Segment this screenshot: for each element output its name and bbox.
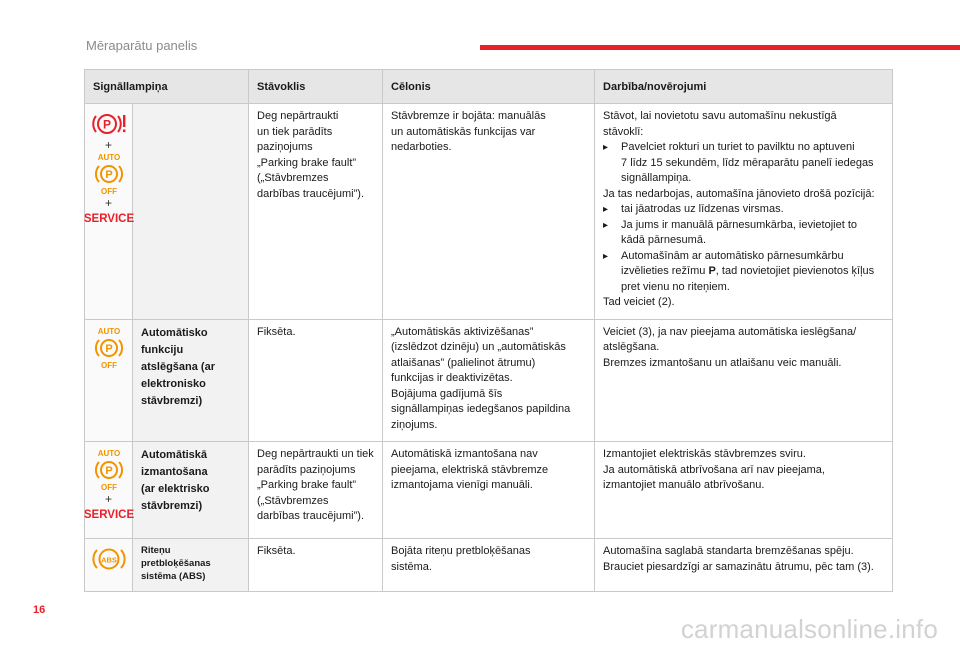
plus-sign: + <box>104 138 112 152</box>
table-header-row <box>85 70 893 104</box>
service-icon <box>83 210 134 225</box>
col-header-action: Darbība/novērojumi <box>595 70 893 104</box>
state-cell: Deg nepārtraukti un tiek parādīts paziņojums „Parking brake fault” („Stāvbremzes darbības traucējumi”). <box>249 104 383 320</box>
svg-text:P: P <box>102 117 111 132</box>
action-outro: Tad veiciet (2). <box>603 296 675 308</box>
abs-icon <box>91 545 127 573</box>
lamp-name-cell: Automātisko funkciju atslēgšana (ar elektronisko stāvbremzi) <box>133 319 249 442</box>
lamp-name-cell: Automātiskā izmantošana (ar elektrisko stāvbremzi) <box>133 442 249 539</box>
col-header-lamp: Signāllampiņa <box>85 70 249 104</box>
state-cell: Fiksēta. <box>249 539 383 592</box>
list-item: ▸ tai jāatrodas uz līdzenas virsmas. <box>603 202 884 218</box>
list-item: ▸ Ja jums ir manuālā pārnesumkārba, ievietojiet to kādā pārnesumā. <box>603 218 884 249</box>
col-header-cause: Cēlonis <box>383 70 595 104</box>
list-item: ▸ Automašīnām ar automātisko pārnesumkārbu izvēlieties režīmu P, tad novietojiet pievienotos ķīļus pret vienu no riteņiem. <box>603 249 884 296</box>
auto-off-parking-icon <box>91 152 127 196</box>
svg-text:P: P <box>104 169 113 181</box>
parking-brake-warning-icon <box>90 110 128 138</box>
cause-cell: Bojāta riteņu pretbloķēšanas sistēma. <box>383 539 595 592</box>
state-cell: Fiksēta. <box>249 319 383 442</box>
table-row <box>85 104 893 320</box>
list-item: ▸ Pavelciet rokturi un turiet to pavilktu no aptuveni 7 līdz 15 sekundēm, līdz mēraparātu panelī iedegas signāllampiņa. <box>603 140 884 187</box>
svg-text:OFF: OFF <box>100 360 117 370</box>
plus-sign: + <box>104 492 112 506</box>
lamp-name-cell: Riteņu pretbloķēšanas sistēma (ABS) <box>133 539 249 592</box>
action-cell: Automašīna saglabā standarta bremzēšanas spēju. Brauciet piesardzīgi ar samazinātu ātrumu, pēc tam (3). <box>595 539 893 592</box>
svg-text:SERVICE: SERVICE <box>83 509 134 521</box>
bullet-icon: ▸ <box>603 142 609 153</box>
svg-text:AUTO: AUTO <box>97 326 120 336</box>
lamp-icons-cell <box>85 442 133 539</box>
auto-off-parking-icon <box>91 448 127 492</box>
bullet-icon: ▸ <box>603 219 609 231</box>
watermark: carmanualsonline.info <box>680 614 938 644</box>
lamp-icons-cell <box>85 539 133 592</box>
service-icon <box>83 506 134 521</box>
action-intro: Stāvot, lai novietotu savu automašīnu nekustīgā stāvoklī: <box>603 110 837 138</box>
cause-cell: Automātiskā izmantošana nav pieejama, elektriskā stāvbremze izmantojama vienīgi manuāli. <box>383 442 595 539</box>
svg-text:P: P <box>104 465 113 477</box>
bullet-icon: ▸ <box>603 204 609 215</box>
svg-text:ABS: ABS <box>100 555 117 565</box>
action-cell: Veiciet (3), ja nav pieejama automātiska ieslēgšana/ atslēgšana. Bremzes izmantošanu un atlaišanu veic manuāli. <box>595 319 893 442</box>
cause-cell: „Automātiskās aktivizēšanas” (izslēdzot dzinēju) un „automātiskās atlaišanas” (palielinot ātrumu) funkcijas ir deaktivizētas. Bojājuma gadījumā šīs signāllampiņas iedegšanos papildina ziņojums. <box>383 319 595 442</box>
page-number: 16 <box>33 604 46 616</box>
lamp-icons-cell <box>85 319 133 442</box>
auto-off-parking-icon <box>91 326 127 370</box>
svg-text:SERVICE: SERVICE <box>83 213 134 225</box>
lamp-icons-cell <box>85 104 133 320</box>
cause-cell: Stāvbremze ir bojāta: manuālās un automātiskās funkcijas var nedarboties. <box>383 104 595 320</box>
svg-text:AUTO: AUTO <box>97 449 120 458</box>
header-accent-bar <box>480 45 960 50</box>
lamp-name-cell <box>133 104 249 320</box>
warning-lamps-table <box>84 69 893 592</box>
section-title: Mēraparātu panelis <box>86 38 198 53</box>
col-header-state: Stāvoklis <box>249 70 383 104</box>
svg-text:AUTO: AUTO <box>97 153 120 162</box>
table-row <box>85 442 893 539</box>
action-cell: Izmantojiet elektriskās stāvbremzes sviru. Ja automātiskā atbrīvošana arī nav pieejama, izmantojiet manuālo atbrīvošanu. <box>595 442 893 539</box>
svg-text:OFF: OFF <box>100 483 117 492</box>
action-cell <box>595 104 893 320</box>
svg-text:P: P <box>104 342 113 355</box>
table-row <box>85 319 893 442</box>
svg-text:OFF: OFF <box>100 187 117 196</box>
bullet-icon: ▸ <box>603 250 609 262</box>
state-cell: Deg nepārtraukti un tiek parādīts paziņojums „Parking brake fault” („Stāvbremzes darbības traucējumi”). <box>249 442 383 539</box>
plus-sign: + <box>104 196 112 210</box>
table-row <box>85 539 893 592</box>
action-mid: Ja tas nedarbojas, automašīna jānovieto drošā pozīcijā: <box>603 187 875 200</box>
